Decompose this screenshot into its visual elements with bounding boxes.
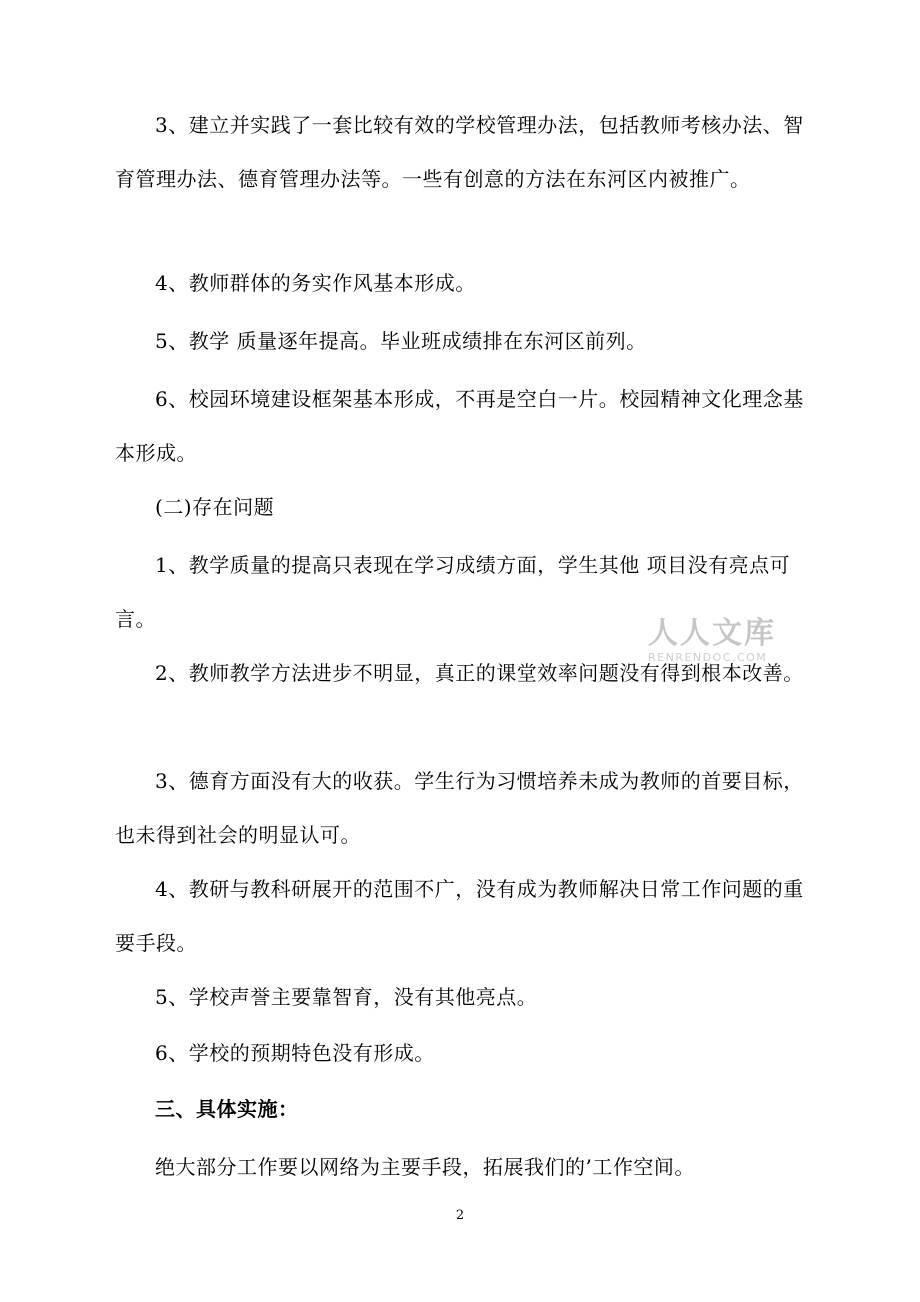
paragraph-problem-2: 2、教师教学方法进步不明显，真正的课堂效率问题没有得到根本改善。 bbox=[155, 661, 804, 685]
paragraph-problem-1: 1、教学质量的提高只表现在学习成绩方面，学生其他 项目没有亮点可言。 bbox=[115, 553, 791, 631]
paragraph-achievement-4: 4、教师群体的务实作风基本形成。 bbox=[155, 271, 476, 295]
paragraph-achievement-3: 3、建立并实践了一套比较有效的学校管理办法，包括教师考核办法、智育管理办法、德育管理办法等。一些有创意的方法在东河区内被推广。 bbox=[115, 113, 804, 191]
paragraph-implementation: 绝大部分工作要以网络为主要手段，拓展我们的’工作空间。 bbox=[155, 1155, 695, 1179]
paragraph-achievement-5: 5、教学 质量逐年提高。毕业班成绩排在东河区前列。 bbox=[155, 329, 647, 353]
paragraph-problem-3: 3、德育方面没有大的收获。学生行为习惯培养未成为教师的首要目标，也未得到社会的明显认可。 bbox=[115, 769, 804, 847]
watermark-subtitle: RENRENDOC.COM bbox=[648, 651, 768, 664]
section-heading-problems: (二)存在问题 bbox=[155, 495, 275, 519]
watermark-title: 人人文库 bbox=[648, 616, 776, 651]
paragraph-achievement-6: 6、校园环境建设框架基本形成，不再是空白一片。校园精神文化理念基本形成。 bbox=[115, 387, 804, 465]
paragraph-problem-5: 5、学校声誉主要靠智育，没有其他亮点。 bbox=[155, 985, 538, 1009]
paragraph-problem-4: 4、教研与教科研展开的范围不广，没有成为教师解决日常工作问题的重要手段。 bbox=[115, 877, 804, 955]
paragraph-problem-6: 6、学校的预期特色没有形成。 bbox=[155, 1041, 435, 1065]
page-number: 2 bbox=[455, 1208, 465, 1223]
section-heading-implementation: 三、具体实施： bbox=[155, 1097, 299, 1121]
watermark bbox=[648, 617, 776, 664]
